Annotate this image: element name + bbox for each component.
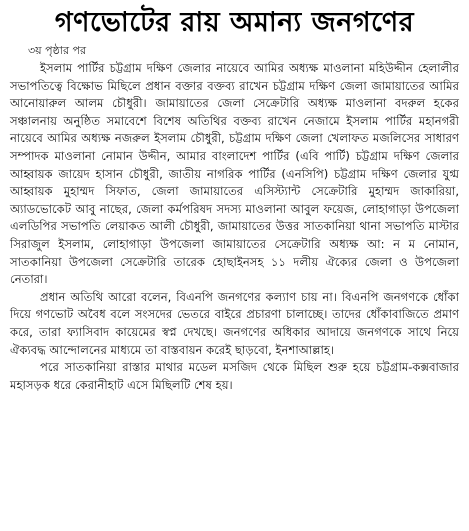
article-headline: গণভোটের রায় অমান্য জনগণের	[54, 7, 415, 38]
article-paragraph-1: ইসলাম পার্টির চট্টগ্রাম দক্ষিণ জেলার নায়েবে আমির অধ্যক্ষ মাওলানা মহিউদ্দীন হেলালীর সভাপতিত্বে বিক্ষোভ মিছিলে প্রধান বক্তার বক্তব্য রাখেন চট্টগ্রাম দক্ষিণ জেলা জামায়াতের আমির আনোয়ারুল আলম চৌধুরী। জামায়াতের জেলা সেক্রেটারি অধ্যক্ষ মাওলানা বদরুল হকের সঞ্চালনায় অনুষ্ঠিত সমাবেশে বিশেষ অতিথির বক্তব্য রাখেন নেজামে ইসলাম পার্টির মহানগরী নায়েবে আমির অধ্যক্ষ নজরুল ইসলাম চৌধুরী, চট্টগ্রাম দক্ষিণ জেলা খেলাফত মজলিসের সাধারণ সম্পাদক মাওলানা নোমান উদ্দীন, আমার বাংলাদেশ পার্টির (এবি পার্টি) চট্টগ্রাম দক্ষিণ জেলার আহ্বায়ক জায়েদ হাসান চৌধুরী, জাতীয় নাগরিক পার্টির (এনসিপি) চট্টগ্রাম দক্ষিণ জেলার যুগ্ম আহ্বায়ক মুহাম্মদ সিফাত, জেলা জামায়াতের এসিস্ট্যান্ট সেক্রেটারি মুহাম্মদ জাকারিয়া, অ্যাডভোকেট আবু নাছের, জেলা কর্মপরিষদ সদস্য মাওলানা আবুল ফয়েজ, লোহাগাড়া উপজেলা এলডিপির সভাপতি লেয়াকত আলী চৌধুরী, জামায়াতের উত্তর সাতকানিয়া থানা সভাপতি মাস্টার সিরাজুল ইসলাম, লোহাগাড়া উপজেলা জামায়াতের সেক্রেটারি অধ্যক্ষ আ: ন ম নোমান, সাতকানিয়া উপজেলা সেক্রেটারি তারেক হোছাইনসহ ১১ দলীয় ঐক্যের জেলা ও উপজেলা নেতারা।	[10, 61, 459, 287]
continuation-note: ৩য় পৃষ্ঠার পর	[28, 44, 87, 57]
article-body	[10, 60, 459, 394]
article-paragraph-3: পরে সাতকানিয়া রাস্তার মাথার মডেল মসজিদ থেকে মিছিল শুরু হয়ে চট্টগ্রাম-কক্সবাজার মহাসড়ক ধরে কেরানীহাট এসে মিছিলটি শেষ হয়।	[10, 360, 459, 392]
article-paragraph-2: প্রধান অতিথি আরো বলেন, বিএনপি জনগণের কল্যাণ চায় না। বিএনপি জনগণকে ধোঁকা দিয়ে গণভোট অবৈধ বলে সংসদের ভেতরে বাইরে প্রচারণা চালাচ্ছে। তাদের ধোঁকাবাজিতে প্রমাণ করে, তারা ফ্যাসিবাদ কায়েমের স্বপ্ন দেখছে। জনগণের অধিকার আদায়ে জনগণকে সাথে নিয়ে ঐক্যবদ্ধ আন্দোলনের মাধ্যমে তা বাস্তবায়ন করেই ছাড়বো, ইনশাআল্লাহ।	[10, 289, 459, 357]
